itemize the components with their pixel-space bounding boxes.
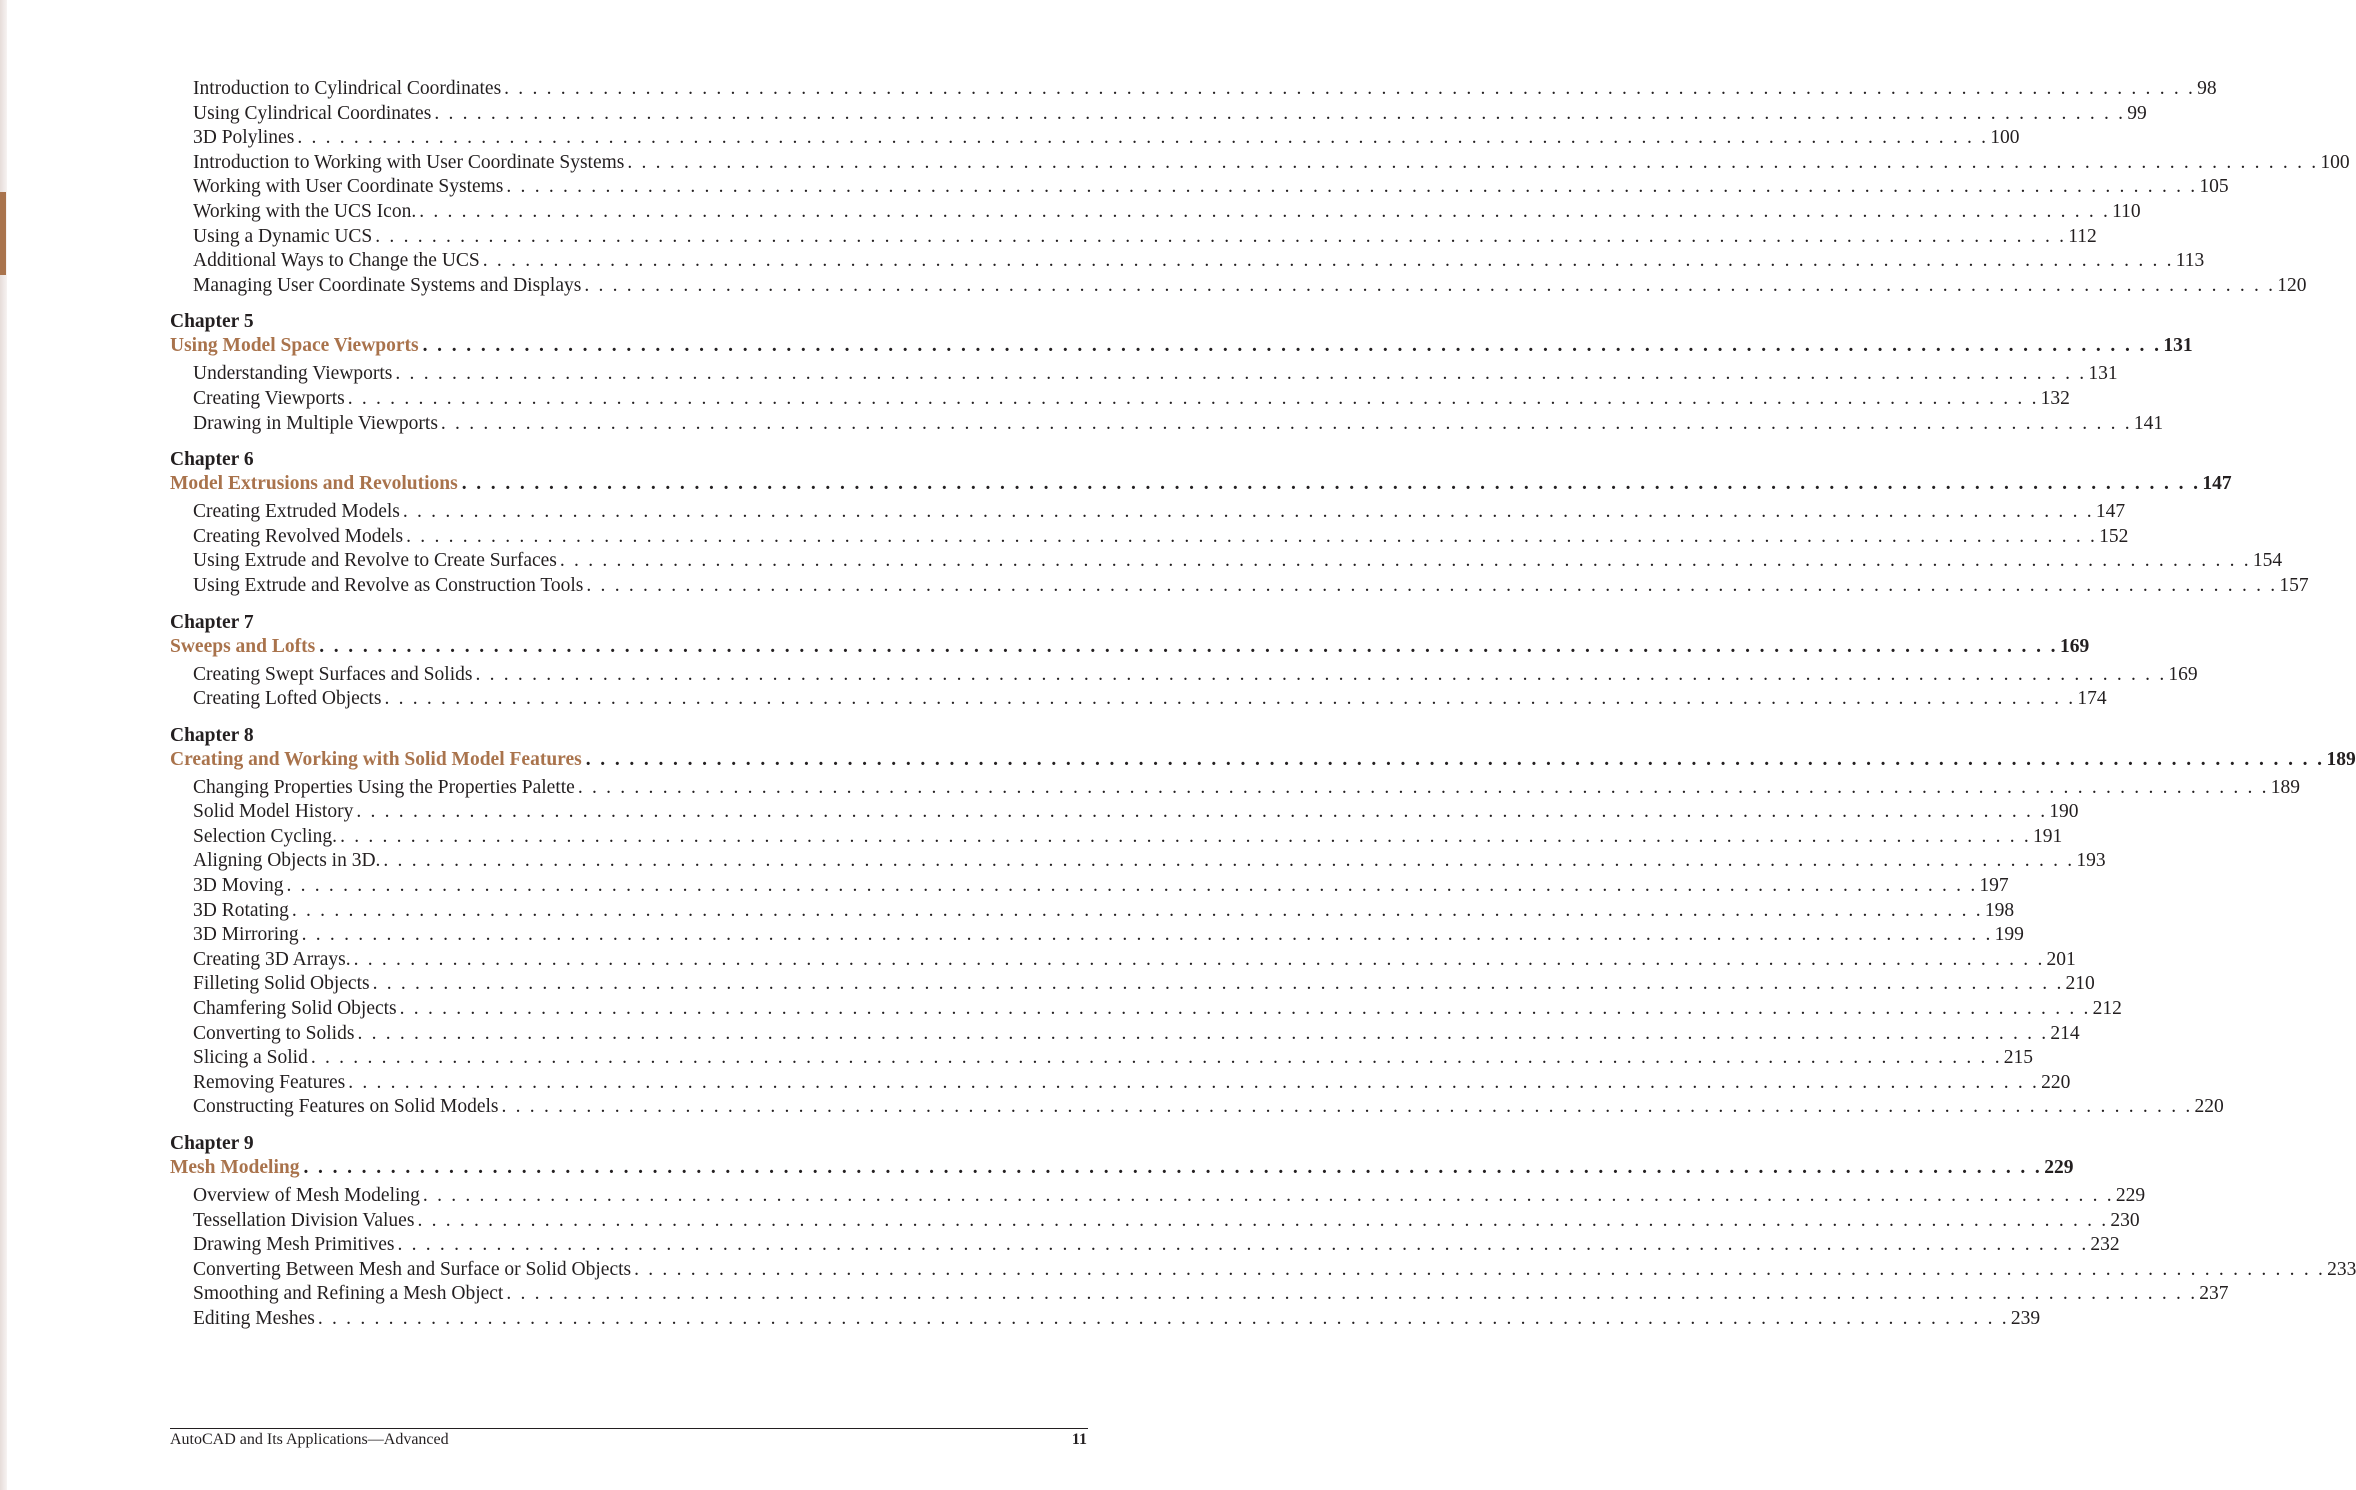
- toc-entry-page: 199: [1994, 924, 2024, 946]
- dot-leader: . . . . . . . . . . . . . . . . . . . . . . . . . . . . . . . . . . . . . . . . . . . . . . . . . . . . . . . . . . . . . . . . . . . . . . . . . . . . . . . . . . . . . . . . . . . . . . . . . . . . . . . . . . . . . . . . . . . . . . . .: [586, 574, 2278, 596]
- chapter-title-row: [170, 472, 2232, 496]
- dot-leader: . . . . . . . . . . . . . . . . . . . . . . . . . . . . . . . . . . . . . . . . . . . . . . . . . . . . . . . . . . . . . . . . . . . . . . . . . . . . . . . . . . . . . . . . . . . . . . . . . . . . . . . . . . . . . . . . . . . . . . . .: [434, 102, 2126, 124]
- toc-entry: [170, 997, 2122, 1022]
- toc-entry: [170, 1046, 2034, 1071]
- dot-leader: . . . . . . . . . . . . . . . . . . . . . . . . . . . . . . . . . . . . . . . . . . . . . . . . . . . . . . . . . . . . . . . . . . . . . . . . . . . . . . . . . . . . . . . . . . . . . . . . . . . . . . . . . . . . . . . . . . . . . . . .: [482, 250, 2174, 272]
- toc-entry-title: Creating Extruded Models: [193, 501, 400, 523]
- toc-entry-title: Using Cylindrical Coordinates: [193, 102, 432, 124]
- toc-entry-page: 230: [2110, 1209, 2140, 1231]
- toc-entry-title: Creating Revolved Models: [193, 525, 404, 547]
- toc-entry: [170, 549, 2283, 574]
- dot-leader: . . . . . . . . . . . . . . . . . . . . . . . . . . . . . . . . . . . . . . . . . . . . . . . . . . . . . . . . . . . . . . . . . . . . . . . . . . . . . . . . . . . . . . . . . . . . . . . . . . . . . . . . . . . . . . . . . . . . . . . .: [406, 525, 2098, 547]
- chapter-title-row: [170, 635, 2090, 659]
- toc-entry: [170, 923, 2024, 948]
- toc-entry-page: 191: [2033, 825, 2063, 847]
- chapter-title-row: [170, 1156, 2074, 1180]
- dot-leader: . . . . . . . . . . . . . . . . . . . . . . . . . . . . . . . . . . . . . . . . . . . . . . . . . . . . . . . . . . . . . . . . . . . . . . . . . . . . . . . . . . . . . . . . . . . . . . . . . . . . . . . . . . . . . . . . . . . . . . . .: [501, 1096, 2193, 1118]
- toc-entry-title: Slicing a Solid: [193, 1047, 308, 1069]
- toc-entry: [170, 387, 2070, 412]
- toc-entry-title: Filleting Solid Objects: [193, 973, 370, 995]
- toc-entry: [170, 1282, 2229, 1307]
- toc-entry: [170, 1307, 2041, 1332]
- toc-entry: [170, 412, 2164, 437]
- toc-entry: [170, 574, 2309, 599]
- chapter-page: 189: [2326, 748, 2356, 770]
- footer-book-title: AutoCAD and Its Applications—Advanced: [170, 1431, 449, 1448]
- dot-leader: . . . . . . . . . . . . . . . . . . . . . . . . . . . . . . . . . . . . . . . . . . . . . . . . . . . . . . . . . . . . . . . . . . . . . . . . . . . . . . . . . . . . . . . . . . . . . . . . . . . . . . . . . . . . . . . . . . . . . . . .: [397, 1234, 2089, 1256]
- toc-entry-title: Introduction to Cylindrical Coordinates: [193, 78, 502, 99]
- toc-entry: [170, 500, 2126, 525]
- toc-entry: [170, 175, 2229, 200]
- dot-leader: . . . . . . . . . . . . . . . . . . . . . . . . . . . . . . . . . . . . . . . . . . . . . . . . . . . . . . . . . . . . . . . . . . . . . . . . . . . . . . . . . . . . . . . . . . . . . . . . . . . . . . . . . . . . . . . . . . . . . . . .: [348, 1071, 2040, 1093]
- chapter-title: Mesh Modeling: [170, 1157, 300, 1178]
- dot-leader: . . . . . . . . . . . . . . . . . . . . . . . . . . . . . . . . . . . . . . . . . . . . . . . . . . . . . . . . . . . . . . . . . . . . . . . . . . . . . . . . . . . . . . . . . . . . . . . . . . . . . . . . . . . . . . . . . . . . . . . .: [506, 176, 2198, 198]
- toc-entry: [170, 1095, 2224, 1120]
- chapter-page: 131: [2163, 335, 2193, 357]
- chapter-title-row: [170, 748, 2356, 772]
- toc-entry-title: Removing Features: [193, 1071, 346, 1093]
- dot-leader: . . . . . . . . . . . . . . . . . . . . . . . . . . . . . . . . . . . . . . . . . . . . . . . . . . . . . . . . . . . . . . . . . . . . . . . . . . . . . . . . . . . . . . . . . . . . . . . . . . . . . . . . . . . . . . . . . . . . . . . .: [310, 1047, 2002, 1069]
- toc-entry-title: Editing Meshes: [193, 1307, 315, 1329]
- toc-entry: [170, 77, 2217, 102]
- toc-entry-title: Smoothing and Refining a Mesh Object: [193, 1283, 504, 1305]
- dot-leader: . . . . . . . . . . . . . . . . . . . . . . . . . . . . . . . . . . . . . . . . . . . . . . . . . . . . . . . . . . . . . . . . . . . . . . . . . . . . . . . . . . . . . . . . . . . . . . . . . . . . . . . . . . . . . . . . . . . . . . . .: [399, 998, 2091, 1020]
- toc-entry-page: 214: [2050, 1022, 2080, 1044]
- toc-entry-title: Working with the UCS Icon.: [193, 200, 417, 222]
- toc-entry-page: 212: [2092, 998, 2122, 1020]
- toc-entry-page: 100: [1990, 127, 2020, 149]
- toc-entry-page: 237: [2199, 1283, 2229, 1305]
- dot-leader: . . . . . . . . . . . . . . . . . . . . . . . . . . . . . . . . . . . . . . . . . . . . . . . . . . . . . . . . . . . . . . . . . . . . . . . . . . . . . . . . . . . . . . . . . . . . . . . . . . . . . . . . . . . . . . . . . . . . . . . .: [559, 550, 2251, 572]
- toc-entry: [170, 948, 2076, 973]
- toc-entry-page: 132: [2040, 387, 2070, 409]
- toc-entry: [170, 687, 2107, 712]
- toc-entry: [170, 126, 2020, 151]
- toc-entry-title: Creating 3D Arrays.: [193, 948, 351, 970]
- toc-entry-page: 232: [2090, 1234, 2120, 1256]
- chapter-page: 147: [2202, 473, 2232, 495]
- toc-entry-page: 141: [2133, 412, 2164, 434]
- toc-entry: [170, 1258, 2356, 1283]
- toc-entry-page: 157: [2279, 574, 2309, 596]
- dot-leader: . . . . . . . . . . . . . . . . . . . . . . . . . . . . . . . . . . . . . . . . . . . . . . . . . . . . . . . . . . . . . . . . . . . . . . . . . . . . . . . . . . . . . . . . . . . . . . . . . . . . . . . . . . . . . . . . . . . . . . . .: [417, 1209, 2109, 1231]
- toc-entry-page: 198: [1984, 899, 2015, 921]
- toc-entry-title: Creating Viewports: [193, 387, 345, 409]
- continued-entries: [170, 77, 2350, 298]
- toc-entry-page: 110: [2112, 200, 2141, 222]
- dot-leader: . . . . . . . . . . . . . . . . . . . . . . . . . . . . . . . . . . . . . . . . . . . . . . . . . . . . . . . . . . . . . . . . . . . . . . . . . . . . . . . . . . . . . . . . . . . . . . . . . . . . . . . . . . . . . . . . . . . . . . . .: [475, 663, 2167, 685]
- chapter-label: Chapter 7: [170, 611, 254, 633]
- toc-entry-page: 100: [2320, 151, 2350, 173]
- toc-entry-page: 113: [2175, 250, 2205, 272]
- toc-entry-title: 3D Polylines: [193, 127, 295, 149]
- chapter-title: Creating and Working with Solid Model Features: [170, 748, 582, 770]
- dot-leader: . . . . . . . . . . . . . . . . . . . . . . . . . . . . . . . . . . . . . . . . . . . . . . . . . . . . . . . . . . . . . . . . . . . . . . . . . . . . . . . . . . . . . . . . . . . . . . . . . . . . . . . . . . . . . . . . . . . . . . . .: [504, 78, 2196, 99]
- dot-leader: . . . . . . . . . . . . . . . . . . . . . . . . . . . . . . . . . . . . . . . . . . . . . . . . . . . . . . . . . . . . . . . . . . . . . . . . . . . . . . . . . . . . . . . . . . . . . . . . . . . . . . . . . . . . . . . . . . . . . . . .: [461, 473, 2201, 495]
- dot-leader: . . . . . . . . . . . . . . . . . . . . . . . . . . . . . . . . . . . . . . . . . . . . . . . . . . . . . . . . . . . . . . . . . . . . . . . . . . . . . . . . . . . . . . . . . . . . . . . . . . . . . . . . . . . . . . . . . . . . . . . .: [506, 1283, 2198, 1305]
- toc-entry-title: Tessellation Division Values: [193, 1209, 415, 1231]
- chapter-page: 229: [2044, 1157, 2074, 1178]
- toc-entry-title: Creating Swept Surfaces and Solids: [193, 663, 473, 685]
- thumb-tab-marker: [0, 192, 6, 275]
- toc-entry-title: Additional Ways to Change the UCS: [193, 250, 480, 272]
- chapter-group: [170, 310, 2193, 436]
- toc-entry: [170, 776, 2300, 801]
- toc-entry-page: 239: [2010, 1307, 2041, 1329]
- toc-entry-page: 152: [2099, 525, 2129, 547]
- toc-entry-page: 105: [2199, 176, 2229, 198]
- dot-leader: . . . . . . . . . . . . . . . . . . . . . . . . . . . . . . . . . . . . . . . . . . . . . . . . . . . . . . . . . . . . . . . . . . . . . . . . . . . . . . . . . . . . . . . . . . . . . . . . . . . . . . . . . . . . . . . . . . . . . . . .: [402, 501, 2094, 523]
- toc-entry: [170, 1233, 2120, 1258]
- toc-entry-page: 201: [2046, 948, 2076, 970]
- chapter-label: Chapter 5: [170, 311, 254, 333]
- toc-entry-page: 197: [1979, 875, 2009, 897]
- toc-entry-page: 154: [2252, 550, 2283, 572]
- toc-entry: [170, 1209, 2140, 1234]
- toc-entry-title: Working with User Coordinate Systems: [193, 176, 504, 198]
- toc-entry-page: 174: [2077, 688, 2107, 710]
- toc-entry: [170, 525, 2129, 550]
- toc-entry-title: Creating Lofted Objects: [193, 688, 382, 710]
- toc-entry-title: Overview of Mesh Modeling: [193, 1185, 420, 1206]
- toc-entry: [170, 1022, 2080, 1047]
- dot-leader: . . . . . . . . . . . . . . . . . . . . . . . . . . . . . . . . . . . . . . . . . . . . . . . . . . . . . . . . . . . . . . . . . . . . . . . . . . . . . . . . . . . . . . . . . . . . . . . . . . . . . . . . . . . . . . . . . . . . . . . .: [422, 1185, 2114, 1206]
- chapter-group: [170, 1132, 2356, 1332]
- toc-entry: [170, 849, 2106, 874]
- toc-entry-title: Drawing Mesh Primitives: [193, 1234, 395, 1256]
- toc-entry: [170, 1071, 2071, 1096]
- chapter-title-row: [170, 334, 2193, 358]
- toc-entry-page: 189: [2270, 776, 2300, 798]
- chapter-group: [170, 724, 2356, 1120]
- toc-entry-title: 3D Mirroring: [193, 924, 299, 946]
- toc-entry-title: Converting to Solids: [193, 1022, 355, 1044]
- dot-leader: . . . . . . . . . . . . . . . . . . . . . . . . . . . . . . . . . . . . . . . . . . . . . . . . . . . . . . . . . . . . . . . . . . . . . . . . . . . . . . . . . . . . . . . . . . . . . . . . . . . . . . . . . . . . . . . . . . . . . . . .: [372, 973, 2064, 995]
- dot-leader: . . . . . . . . . . . . . . . . . . . . . . . . . . . . . . . . . . . . . . . . . . . . . . . . . . . . . . . . . . . . . . . . . . . . . . . . . . . . . . . . . . . . . . . . . . . . . . . . . . . . . . . . . . . . . . . . . . . . . . . .: [577, 776, 2269, 798]
- toc-entry: [170, 874, 2009, 899]
- chapter-list: [170, 310, 2356, 1331]
- toc-entry: [170, 663, 2198, 688]
- footer-page-number: 11: [1071, 1431, 1087, 1448]
- toc-entry-page: 147: [2095, 501, 2126, 523]
- dot-leader: . . . . . . . . . . . . . . . . . . . . . . . . . . . . . . . . . . . . . . . . . . . . . . . . . . . . . . . . . . . . . . . . . . . . . . . . . . . . . . . . . . . . . . . . . . . . . . . . . . . . . . . . . . . . . . . . . . . . . . . .: [384, 688, 2076, 710]
- toc-entry-page: 210: [2065, 973, 2095, 995]
- toc-entry-page: 215: [2003, 1047, 2034, 1069]
- dot-leader: . . . . . . . . . . . . . . . . . . . . . . . . . . . . . . . . . . . . . . . . . . . . . . . . . . . . . . . . . . . . . . . . . . . . . . . . . . . . . . . . . . . . . . . . . . . . . . . . . . . . . . . . . . . . . . . . . . . . . . . .: [627, 151, 2319, 173]
- toc-entry-title: Drawing in Multiple Viewports: [193, 412, 438, 434]
- toc-entry-page: 98: [2197, 78, 2217, 99]
- toc-entry-page: 233: [2327, 1258, 2356, 1280]
- dot-leader: . . . . . . . . . . . . . . . . . . . . . . . . . . . . . . . . . . . . . . . . . . . . . . . . . . . . . . . . . . . . . . . . . . . . . . . . . . . . . . . . . . . . . . . . . . . . . . . . . . . . . . . . . . . . . . . . . . . . . . . .: [419, 200, 2111, 222]
- dot-leader: . . . . . . . . . . . . . . . . . . . . . . . . . . . . . . . . . . . . . . . . . . . . . . . . . . . . . . . . . . . . . . . . . . . . . . . . . . . . . . . . . . . . . . . . . . . . . . . . . . . . . . . . . . . . . . . . . . . . . . . .: [634, 1258, 2326, 1280]
- toc-entry-title: 3D Moving: [193, 875, 284, 897]
- dot-leader: . . . . . . . . . . . . . . . . . . . . . . . . . . . . . . . . . . . . . . . . . . . . . . . . . . . . . . . . . . . . . . . . . . . . . . . . . . . . . . . . . . . . . . . . . . . . . . . . . . . . . . . . . . . . . . . . . . . . . . . .: [347, 387, 2039, 409]
- dot-leader: . . . . . . . . . . . . . . . . . . . . . . . . . . . . . . . . . . . . . . . . . . . . . . . . . . . . . . . . . . . . . . . . . . . . . . . . . . . . . . . . . . . . . . . . . . . . . . . . . . . . . . . . . . . . . . . . . . . . . . . .: [585, 748, 2325, 770]
- dot-leader: . . . . . . . . . . . . . . . . . . . . . . . . . . . . . . . . . . . . . . . . . . . . . . . . . . . . . . . . . . . . . . . . . . . . . . . . . . . . . . . . . . . . . . . . . . . . . . . . . . . . . . . . . . . . . . . . . . . . . . . .: [286, 875, 1978, 897]
- toc-entry-title: Changing Properties Using the Properties Palette: [193, 776, 575, 798]
- toc-entry-page: 169: [2168, 663, 2198, 685]
- toc-entry-title: Using Extrude and Revolve to Create Surfaces: [193, 550, 557, 572]
- dot-leader: . . . . . . . . . . . . . . . . . . . . . . . . . . . . . . . . . . . . . . . . . . . . . . . . . . . . . . . . . . . . . . . . . . . . . . . . . . . . . . . . . . . . . . . . . . . . . . . . . . . . . . . . . . . . . . . . . . . . . . . .: [340, 825, 2031, 847]
- toc-entry-page: 229: [2115, 1185, 2146, 1206]
- toc-entry: [170, 200, 2141, 225]
- toc-entry-page: 190: [2049, 801, 2079, 823]
- chapter-title: Using Model Space Viewports: [170, 335, 419, 357]
- chapter-title: Model Extrusions and Revolutions: [170, 473, 458, 495]
- dot-leader: . . . . . . . . . . . . . . . . . . . . . . . . . . . . . . . . . . . . . . . . . . . . . . . . . . . . . . . . . . . . . . . . . . . . . . . . . . . . . . . . . . . . . . . . . . . . . . . . . . . . . . . . . . . . . . . . . . . . . . . .: [584, 274, 2276, 296]
- dot-leader: . . . . . . . . . . . . . . . . . . . . . . . . . . . . . . . . . . . . . . . . . . . . . . . . . . . . . . . . . . . . . . . . . . . . . . . . . . . . . . . . . . . . . . . . . . . . . . . . . . . . . . . . . . . . . . . . . . . . . . . .: [375, 225, 2067, 247]
- dot-leader: . . . . . . . . . . . . . . . . . . . . . . . . . . . . . . . . . . . . . . . . . . . . . . . . . . . . . . . . . . . . . . . . . . . . . . . . . . . . . . . . . . . . . . . . . . . . . . . . . . . . . . . . . . . . . . . . . . . . . . . .: [303, 1157, 2043, 1178]
- toc-entry-page: 99: [2127, 102, 2147, 124]
- dot-leader: . . . . . . . . . . . . . . . . . . . . . . . . . . . . . . . . . . . . . . . . . . . . . . . . . . . . . . . . . . . . . . . . . . . . . . . . . . . . . . . . . . . . . . . . . . . . . . . . . . . . . . . . . . . . . . . . . . . . . . . .: [317, 1307, 2009, 1329]
- table-of-contents: [170, 77, 2356, 1332]
- toc-entry: [170, 274, 2307, 299]
- chapter-label: Chapter 6: [170, 449, 254, 471]
- toc-entry-page: 220: [2194, 1096, 2224, 1118]
- toc-entry-title: Using Extrude and Revolve as Construction Tools: [193, 574, 584, 596]
- dot-leader: . . . . . . . . . . . . . . . . . . . . . . . . . . . . . . . . . . . . . . . . . . . . . . . . . . . . . . . . . . . . . . . . . . . . . . . . . . . . . . . . . . . . . . . . . . . . . . . . . . . . . . . . . . . . . . . . . . . . . . . .: [353, 948, 2045, 970]
- toc-entry: [170, 1184, 2146, 1209]
- dot-leader: . . . . . . . . . . . . . . . . . . . . . . . . . . . . . . . . . . . . . . . . . . . . . . . . . . . . . . . . . . . . . . . . . . . . . . . . . . . . . . . . . . . . . . . . . . . . . . . . . . . . . . . . . . . . . . . . . . . . . . . .: [291, 899, 1983, 921]
- toc-entry-page: 120: [2277, 274, 2307, 296]
- dot-leader: . . . . . . . . . . . . . . . . . . . . . . . . . . . . . . . . . . . . . . . . . . . . . . . . . . . . . . . . . . . . . . . . . . . . . . . . . . . . . . . . . . . . . . . . . . . . . . . . . . . . . . . . . . . . . . . . . . . . . . . .: [297, 127, 1989, 149]
- toc-entry-title: Aligning Objects in 3D.: [193, 850, 381, 872]
- dot-leader: . . . . . . . . . . . . . . . . . . . . . . . . . . . . . . . . . . . . . . . . . . . . . . . . . . . . . . . . . . . . . . . . . . . . . . . . . . . . . . . . . . . . . . . . . . . . . . . . . . . . . . . . . . . . . . . . . . . . . . . .: [301, 924, 1993, 946]
- toc-entry: [170, 102, 2147, 127]
- toc-entry-title: Solid Model History: [193, 801, 354, 823]
- toc-entry: [170, 151, 2350, 176]
- toc-entry: [170, 225, 2097, 250]
- toc-entry-title: Understanding Viewports: [193, 363, 393, 385]
- toc-entry-title: Converting Between Mesh and Surface or Solid Objects: [193, 1258, 632, 1280]
- toc-entry-title: Chamfering Solid Objects: [193, 998, 397, 1020]
- toc-entry: [170, 249, 2205, 274]
- chapter-page: 169: [2059, 635, 2090, 657]
- chapter-group: [170, 611, 2198, 712]
- toc-entry-title: Introduction to Working with User Coordinate Systems: [193, 151, 625, 173]
- toc-entry-page: 220: [2041, 1071, 2071, 1093]
- footer-rule: [170, 1428, 1088, 1429]
- dot-leader: . . . . . . . . . . . . . . . . . . . . . . . . . . . . . . . . . . . . . . . . . . . . . . . . . . . . . . . . . . . . . . . . . . . . . . . . . . . . . . . . . . . . . . . . . . . . . . . . . . . . . . . . . . . . . . . . . . . . . . . .: [422, 335, 2162, 357]
- toc-entry: [170, 972, 2095, 997]
- toc-entry-title: 3D Rotating: [193, 899, 289, 921]
- toc-entry-title: Using a Dynamic UCS: [193, 225, 373, 247]
- dot-leader: . . . . . . . . . . . . . . . . . . . . . . . . . . . . . . . . . . . . . . . . . . . . . . . . . . . . . . . . . . . . . . . . . . . . . . . . . . . . . . . . . . . . . . . . . . . . . . . . . . . . . . . . . . . . . . . . . . . . . . . .: [356, 801, 2048, 823]
- toc-entry: [170, 800, 2079, 825]
- toc-entry-title: Managing User Coordinate Systems and Displays: [193, 274, 582, 296]
- toc-entry-title: Selection Cycling.: [193, 825, 338, 847]
- dot-leader: . . . . . . . . . . . . . . . . . . . . . . . . . . . . . . . . . . . . . . . . . . . . . . . . . . . . . . . . . . . . . . . . . . . . . . . . . . . . . . . . . . . . . . . . . . . . . . . . . . . . . . . . . . . . . . . . . . . . . . . .: [319, 635, 2058, 657]
- toc-entry-page: 131: [2088, 363, 2118, 385]
- dot-leader: . . . . . . . . . . . . . . . . . . . . . . . . . . . . . . . . . . . . . . . . . . . . . . . . . . . . . . . . . . . . . . . . . . . . . . . . . . . . . . . . . . . . . . . . . . . . . . . . . . . . . . . . . . . . . . . . . . . . . . . .: [395, 363, 2087, 385]
- dot-leader: . . . . . . . . . . . . . . . . . . . . . . . . . . . . . . . . . . . . . . . . . . . . . . . . . . . . . . . . . . . . . . . . . . . . . . . . . . . . . . . . . . . . . . . . . . . . . . . . . . . . . . . . . . . . . . . . . . . . . . . .: [383, 850, 2075, 872]
- toc-entry: [170, 825, 2063, 850]
- chapter-label: Chapter 9: [170, 1133, 254, 1154]
- chapter-title: Sweeps and Lofts: [170, 635, 316, 657]
- toc-entry: [170, 899, 2015, 924]
- dot-leader: . . . . . . . . . . . . . . . . . . . . . . . . . . . . . . . . . . . . . . . . . . . . . . . . . . . . . . . . . . . . . . . . . . . . . . . . . . . . . . . . . . . . . . . . . . . . . . . . . . . . . . . . . . . . . . . . . . . . . . . .: [357, 1022, 2049, 1044]
- toc-entry-title: Constructing Features on Solid Models: [193, 1096, 499, 1118]
- dot-leader: . . . . . . . . . . . . . . . . . . . . . . . . . . . . . . . . . . . . . . . . . . . . . . . . . . . . . . . . . . . . . . . . . . . . . . . . . . . . . . . . . . . . . . . . . . . . . . . . . . . . . . . . . . . . . . . . . . . . . . . .: [440, 412, 2132, 434]
- toc-entry: [170, 362, 2118, 387]
- toc-entry-page: 112: [2068, 225, 2097, 247]
- chapter-group: [170, 448, 2309, 598]
- chapter-label: Chapter 8: [170, 724, 254, 746]
- toc-entry-page: 193: [2076, 850, 2106, 872]
